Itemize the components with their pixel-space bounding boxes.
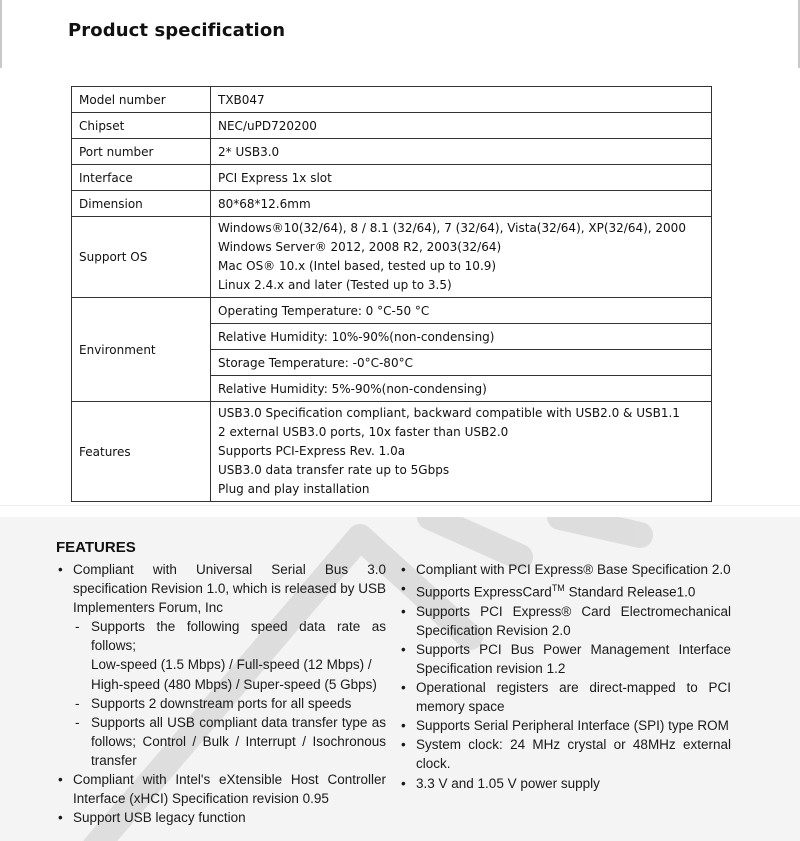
feature-line: 2 external USB3.0 ports, 10x faster than USB2.0 [218,425,509,439]
bullet-icon: • [401,562,406,577]
dash-icon: - [75,714,80,730]
bullet-icon: • [401,680,406,696]
table-row [72,217,712,298]
os-line: Linux 2.4.x and later (Tested up to 3.5) [218,278,452,292]
row-label: Chipset [72,113,211,139]
table-row [72,402,712,502]
trademark-mark: TM [551,583,565,594]
bullet-icon: • [401,581,406,597]
bullet-icon: • [58,772,63,788]
feature-line: Plug and play installation [218,482,370,496]
row-value: 2* USB3.0 [211,139,712,165]
row-label: Port number [72,139,211,165]
os-line: Windows Server® 2012, 2008 R2, 2003(32/64) [218,240,502,254]
row-value: Operating Temperature: 0 °C-50 °C [211,298,712,324]
list-subitem: - Supports all USB compliant data transfer type as follows; Control / Bulk / Interrupt / Isochronous transfer [75,714,386,768]
bullet-icon: • [58,810,63,826]
list-subitem: - Supports 2 downstream ports for all speeds [56,694,386,713]
row-value: Storage Temperature: -0°C-80°C [211,350,712,376]
row-value: NEC/uPD720200 [211,113,712,139]
list-subitem-line: High-speed (480 Mbps) / Super-speed (5 Gbps) [91,676,377,692]
left-edge-divider [0,0,2,68]
feature-line: USB3.0 Specification compliant, backward compatible with USB2.0 & USB1.1 [218,406,680,420]
features-left-column [56,560,386,827]
features-scan [0,517,800,841]
row-value: Relative Humidity: 5%-90%(non-condensing) [211,376,712,402]
bullet-icon: • [401,603,406,619]
feature-line: USB3.0 data transfer rate up to 5Gbps [218,463,450,477]
spec-table [71,86,712,502]
bullet-icon: • [401,737,406,753]
list-item: • 3.3 V and 1.05 V power supply [399,774,731,793]
features-title: FEATURES [56,539,136,556]
table-row [72,298,712,324]
table-row [72,113,712,139]
row-value: TXB047 [211,87,712,113]
list-item: • System clock: 24 MHz crystal or 48MHz external clock. [401,737,731,772]
list-item: • Supports ExpressCard™ Standard Release1.0 [401,581,696,600]
table-row [72,165,712,191]
os-line: Mac OS® 10.x (Intel based, tested up to 10.9) [218,259,497,273]
page-title: Product specification [68,20,286,41]
features-right-column [399,560,731,793]
dash-icon: - [75,695,80,711]
list-item: • Compliant with Intel's eXtensible Host Controller Interface (xHCI) Specification revision 0.95 [58,772,386,807]
list-item: • Supports PCI Bus Power Management Interface Specification revision 1.2 [401,641,731,676]
row-label: Environment [72,298,211,402]
row-value: PCI Express 1x slot [211,165,712,191]
os-line: Windows®10(32/64), 8 / 8.1 (32/64), 7 (32/64), Vista(32/64), XP(32/64), 2000 [218,221,686,235]
row-label: Features [72,402,211,502]
list-item: • Support USB legacy function [56,808,386,827]
row-label: Dimension [72,191,211,217]
dash-icon: - [75,619,80,635]
row-value: Relative Humidity: 10%-90%(non-condensing) [211,324,712,350]
bullet-icon: • [401,641,406,657]
table-row [72,191,712,217]
bullet-icon: • [401,718,406,734]
row-label: Model number [72,87,211,113]
list-subitem-line: Low-speed (1.5 Mbps) / Full-speed (12 Mbps) / [91,657,372,673]
row-label: Support OS [72,217,211,298]
table-row [72,87,712,113]
row-label: Interface [72,165,211,191]
list-item: • Supports Serial Peripheral Interface (SPI) type ROM [399,716,731,735]
list-item: • Supports PCI Express® Card Electromechanical Specification Revision 2.0 [401,603,731,638]
list-item: • Compliant with Universal Serial Bus 3.0 specification Revision 1.0, which is released by USB Implementers Forum, Inc [58,562,386,616]
list-item: • Operational registers are direct-mapped to PCI memory space [401,680,731,715]
list-subitem: - Supports the following speed data rate as follows; [75,619,386,654]
list-item: • Compliant with PCI Express® Base Specification 2.0 [399,560,731,579]
feature-line: Supports PCI-Express Rev. 1.0a [218,444,406,458]
bullet-icon: • [401,775,406,791]
bullet-icon: • [58,562,63,577]
row-value [211,217,712,298]
row-value: 80*68*12.6mm [211,191,712,217]
table-row [72,139,712,165]
row-value [211,402,712,502]
